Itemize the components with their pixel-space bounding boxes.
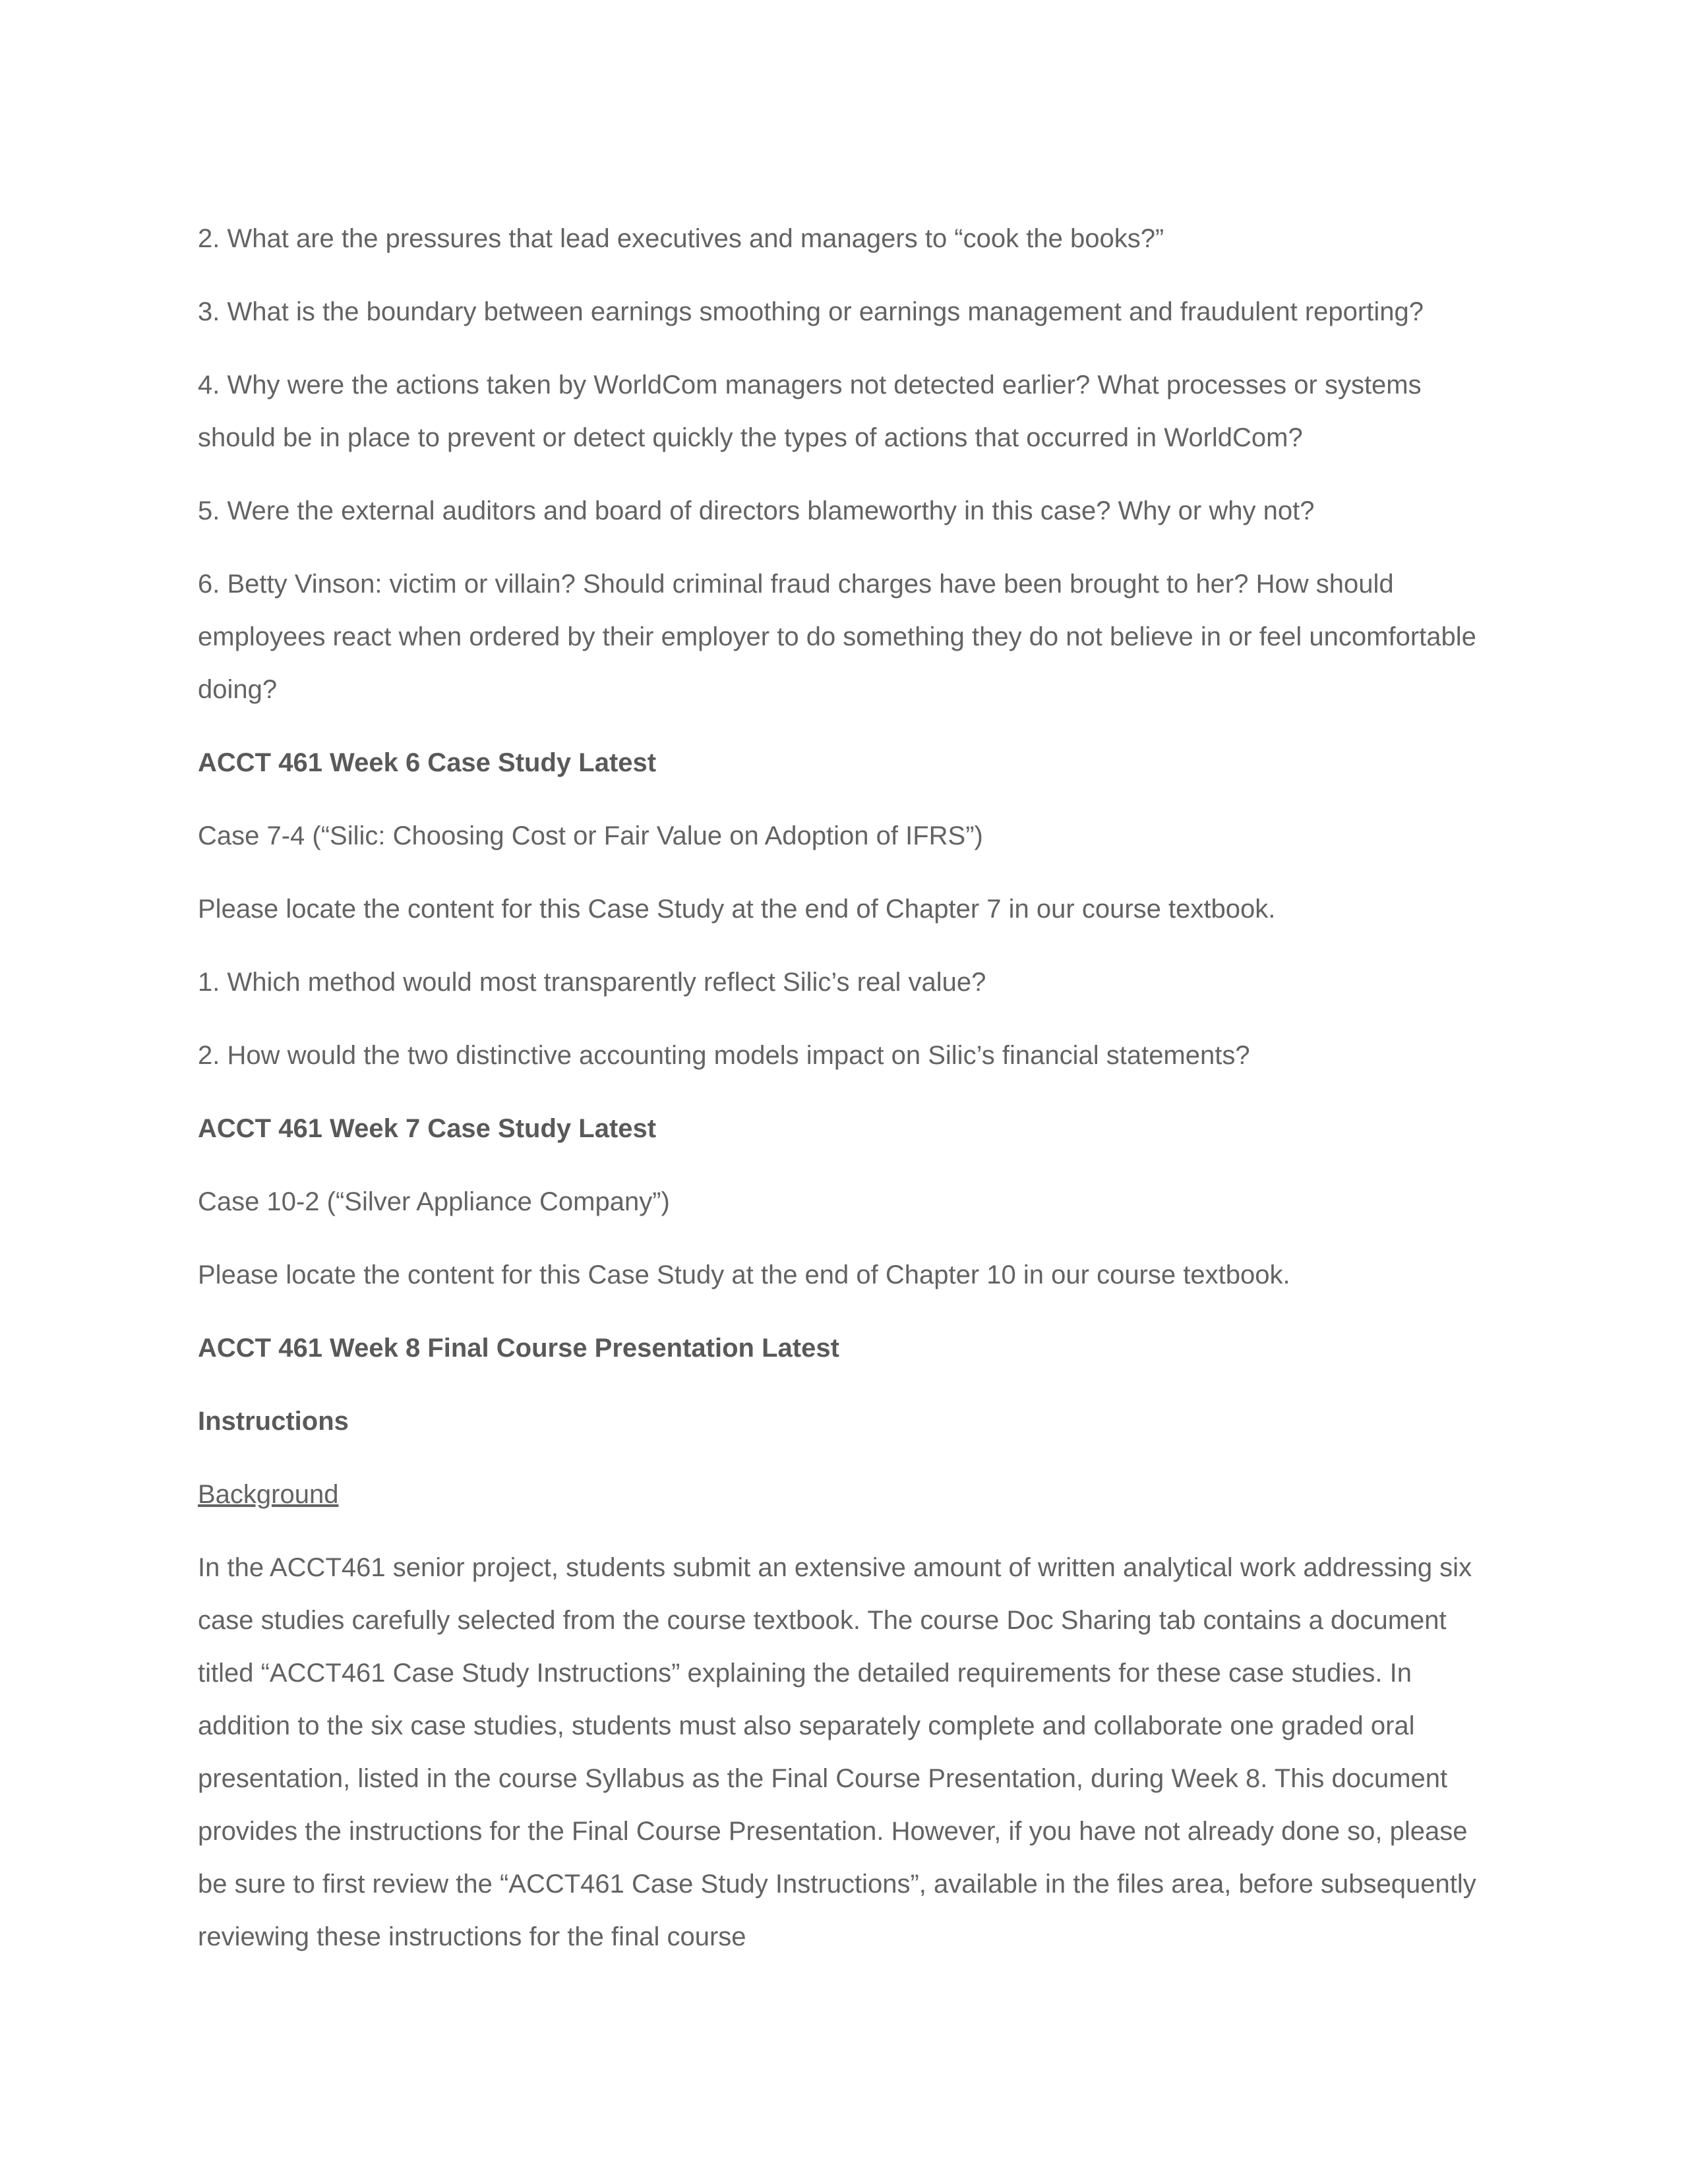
- question-4: 4. Why were the actions taken by WorldCom managers not detected earlier? What processes or systems should be in place to prevent or detect quickly the types of actions that occurred in WorldCom?: [198, 370, 1422, 452]
- week7-heading: ACCT 461 Week 7 Case Study Latest: [198, 1114, 657, 1143]
- week6-case-title: Case 7-4 (“Silic: Choosing Cost or Fair Value on Adoption of IFRS”): [198, 821, 983, 850]
- week7-case-title: Case 10-2 (“Silver Appliance Company”): [198, 1187, 670, 1216]
- instructions-heading: Instructions: [198, 1407, 349, 1436]
- week7-locate-text: Please locate the content for this Case Study at the end of Chapter 10 in our course textbook.: [198, 1260, 1290, 1289]
- week6-locate-text: Please locate the content for this Case Study at the end of Chapter 7 in our course textbook.: [198, 895, 1276, 924]
- week8-heading: ACCT 461 Week 8 Final Course Presentation Latest: [198, 1334, 839, 1363]
- week6-heading: ACCT 461 Week 6 Case Study Latest: [198, 748, 657, 777]
- week6-question-1: 1. Which method would most transparently reflect Silic’s real value?: [198, 968, 986, 997]
- background-paragraph: In the ACCT461 senior project, students submit an extensive amount of written analytical work addressing six case studies carefully selected from the course textbook. The course Doc Sharing tab contains a document titled “ACCT461 Case Study Instructions” explaining the detailed requirements for these case studies. In addition to the six case studies, students must also separately complete and collaborate one graded oral presentation, listed in the course Syllabus as the Final Course Presentation, during Week 8. This document provides the instructions for the Final Course Presentation. However, if you have not already done so, please be sure to first review the “ACCT461 Case Study Instructions”, available in the files area, before subsequently reviewing these instructions for the final course: [198, 1553, 1476, 1951]
- background-heading: Background: [198, 1480, 339, 1509]
- question-2: 2. What are the pressures that lead executives and managers to “cook the books?”: [198, 224, 1164, 253]
- question-3: 3. What is the boundary between earnings smoothing or earnings management and fraudulent reporting?: [198, 297, 1424, 326]
- background-heading-row: [198, 1468, 1490, 1521]
- question-6: 6. Betty Vinson: victim or villain? Should criminal fraud charges have been brought to her? How should employees react when ordered by their employer to do something they do not believe in or feel uncomfortable doing?: [198, 570, 1476, 704]
- question-5: 5. Were the external auditors and board of directors blameworthy in this case? Why or why not?: [198, 496, 1315, 525]
- week6-question-2: 2. How would the two distinctive accounting models impact on Silic’s financial statements?: [198, 1041, 1250, 1070]
- document-page: [198, 212, 1490, 1984]
